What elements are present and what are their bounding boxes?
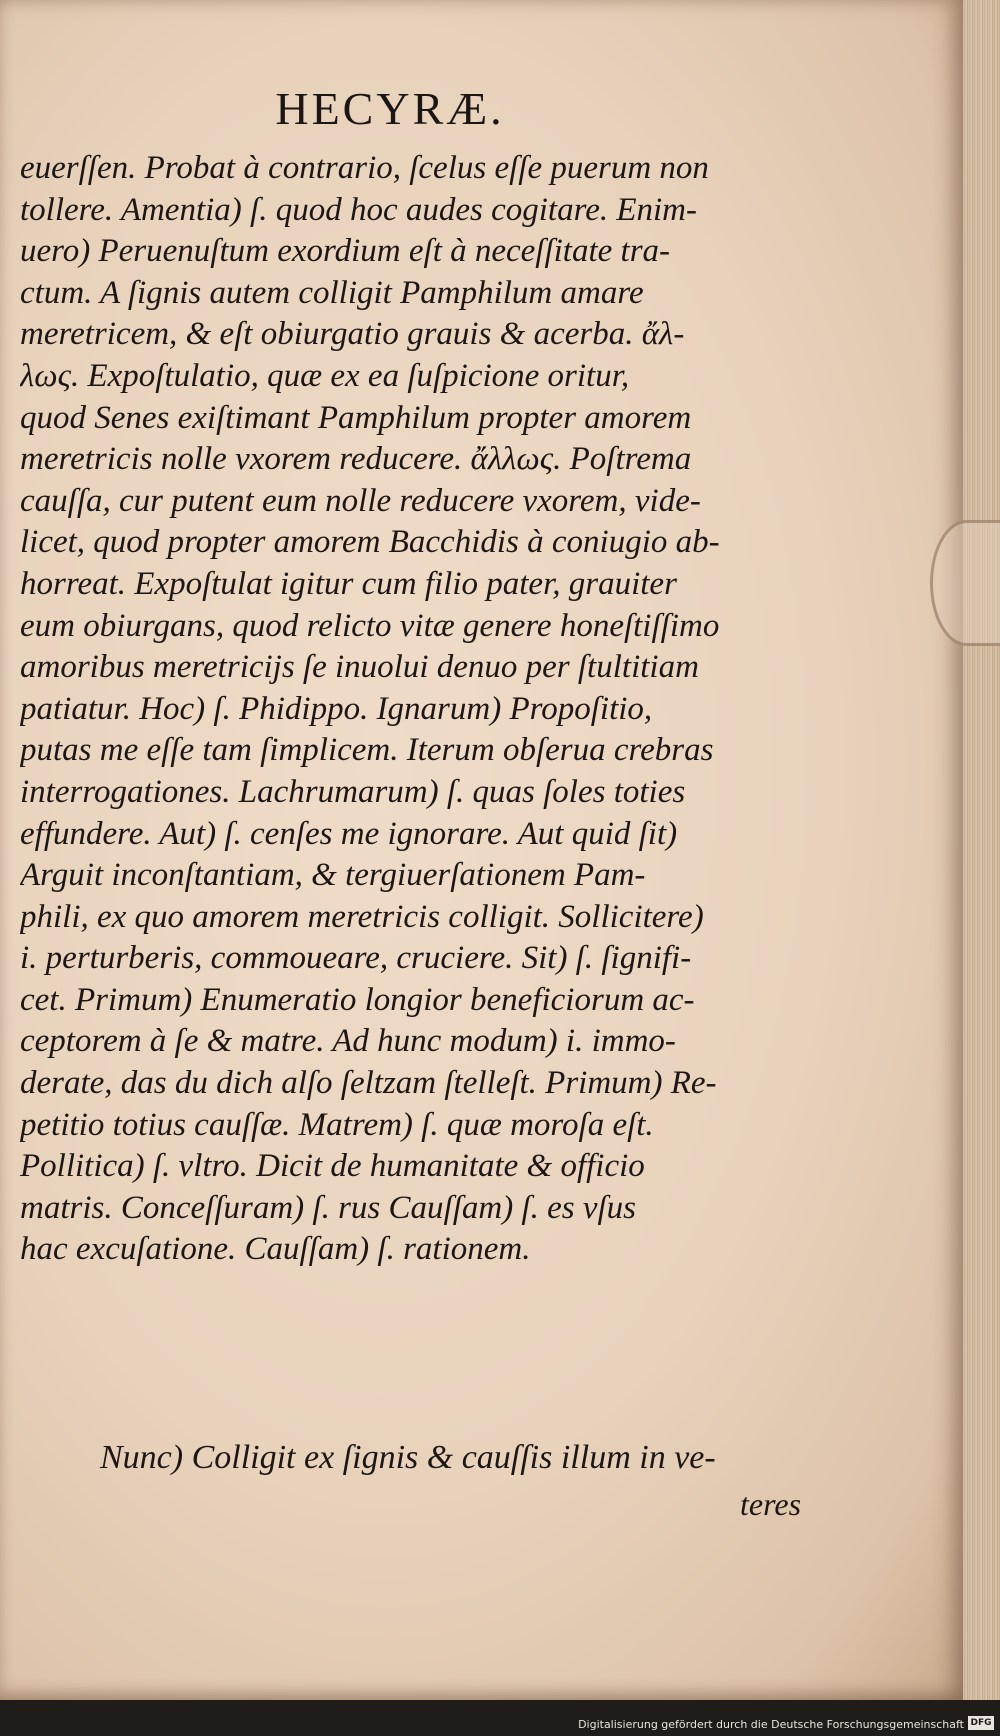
commentary-line: cauſſa, cur putent eum nolle reducere vxorem, vide- <box>20 482 701 519</box>
dfg-logo: DFG <box>968 1716 994 1730</box>
catchword: teres <box>740 1486 802 1522</box>
commentary-line: matris. Conceſſuram) ſ. rus Cauſſam) ſ. es vſus <box>20 1189 636 1226</box>
commentary-text <box>20 148 810 1271</box>
commentary-line: uero) Peruenuſtum exordium eſt à neceſſitate tra- <box>20 233 671 270</box>
next-paragraph <box>100 1432 810 1484</box>
footer-credit: Digitalisierung gefördert durch die Deutsche Forschungsgemeinschaft <box>578 1718 964 1731</box>
commentary-line: effundere. Aut) ſ. cenſes me ignorare. Aut quid ſit) <box>20 815 678 852</box>
clasp-shadow <box>930 520 1000 646</box>
commentary-line: cet. Primum) Enumeratio longior beneficiorum ac- <box>20 981 695 1018</box>
commentary-line: tollere. Amentia) ſ. quod hoc audes cogitare. Enim- <box>20 191 697 228</box>
commentary-line: quod Senes exiſtimant Pamphilum propter amorem <box>20 399 692 436</box>
paragraph-line: Nunc) Colligit ex ſignis & cauſſis illum in ve- <box>100 1439 716 1476</box>
commentary-line: euerſſen. Probat à contrario, ſcelus eſſe puerum non <box>20 150 709 186</box>
commentary-line: putas me eſſe tam ſimplicem. Iterum obſerua crebras <box>20 732 714 769</box>
commentary-line: horreat. Expoſtulat igitur cum filio pater, grauiter <box>20 565 677 602</box>
commentary-line: ceptorem à ſe & matre. Ad hunc modum) i. immo- <box>20 1023 676 1060</box>
commentary-line: licet, quod propter amorem Bacchidis à coniugio ab- <box>20 524 720 561</box>
commentary-line: Pollitica) ſ. vltro. Dicit de humanitate & officio <box>20 1148 645 1185</box>
commentary-line: phili, ex quo amorem meretricis colligit. Sollicitere) <box>20 898 704 935</box>
commentary-line: λως. Expoſtulatio, quæ ex ea ſuſpicione oritur, <box>20 357 630 394</box>
commentary-line: derate, das du dich alſo ſeltzam ſtelleſt. Primum) Re- <box>20 1065 717 1102</box>
commentary-line: Arguit inconſtantiam, & tergiuerſationem Pam- <box>20 857 646 894</box>
commentary-line: patiatur. Hoc) ſ. Phidippo. Ignarum) Propoſitio, <box>20 690 653 727</box>
commentary-line: petitio totius cauſſæ. Matrem) ſ. quæ moroſa eſt. <box>20 1106 654 1143</box>
running-head: HECYRÆ. <box>275 83 505 134</box>
commentary-line: meretricis nolle vxorem reducere. ἄλλως. Poſtrema <box>20 441 692 478</box>
commentary-line: amoribus meretricijs ſe inuolui denuo per ſtultitiam <box>20 649 699 686</box>
commentary-line: meretricem, & eſt obiurgatio grauis & acerba. ἄλ- <box>20 316 685 353</box>
commentary-line: interrogationes. Lachrumarum) ſ. quas ſoles toties <box>20 773 686 810</box>
commentary-line: ctum. A ſignis autem colligit Pamphilum amare <box>20 274 644 311</box>
commentary-line: hac excuſatione. Cauſſam) ſ. rationem. <box>20 1231 531 1268</box>
page-edges <box>963 0 1000 1700</box>
commentary-line: i. perturberis, commoueare, cruciere. Sit) ſ. ſignifi- <box>20 940 692 977</box>
commentary-line: eum obiurgans, quod relicto vitæ genere honeſtiſſimo <box>20 607 720 644</box>
